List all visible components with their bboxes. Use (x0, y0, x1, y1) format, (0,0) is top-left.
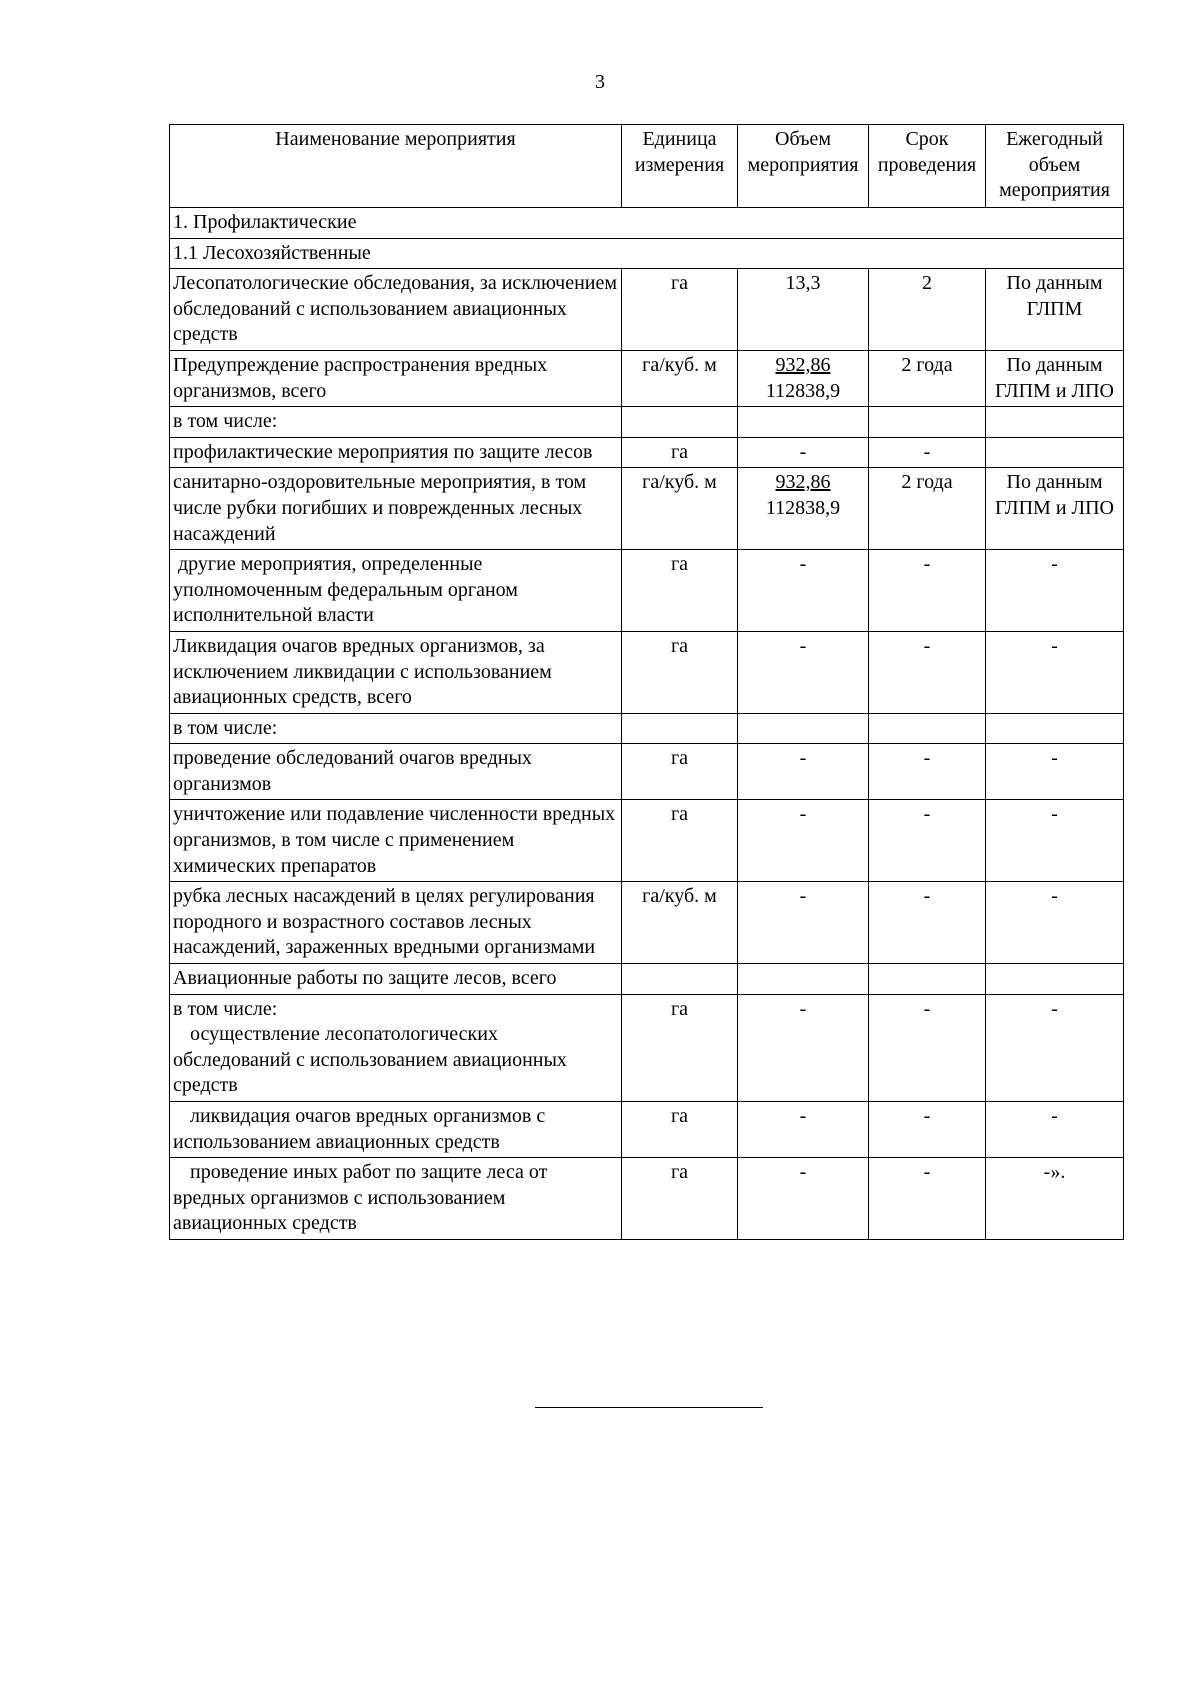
row-annual: - (986, 550, 1124, 632)
row-term (869, 407, 986, 438)
row-volume: - (738, 1102, 869, 1158)
table-row (170, 713, 1124, 744)
row-unit: га (622, 1158, 738, 1240)
row-volume (738, 350, 869, 406)
row-name: проведение обследований очагов вредных организмов (170, 744, 622, 800)
row-unit: га (622, 994, 738, 1101)
row-unit (622, 407, 738, 438)
row-annual: -». (986, 1158, 1124, 1240)
row-term: - (869, 800, 986, 882)
table-row (170, 468, 1124, 550)
row-unit: га (622, 631, 738, 713)
row-annual: По данным ГЛПМ и ЛПО (986, 468, 1124, 550)
row-name-item: осуществление лесопатологических обследований с использованием авиационных средств (173, 1023, 567, 1097)
row-volume-area: 932,86 (775, 353, 831, 376)
row-term: 2 года (869, 350, 986, 406)
header-volume: Объем мероприятия (738, 125, 869, 208)
row-term: - (869, 631, 986, 713)
row-volume-cubic: 112838,9 (765, 379, 841, 402)
row-name: рубка лесных насаждений в целях регулирования породного и возрастного составов лесных насаждений, зараженных вредными организмами (170, 882, 622, 964)
row-volume-area: 932,86 (775, 471, 831, 494)
row-annual: - (986, 882, 1124, 964)
row-name: Лесопатологические обследования, за исключением обследований с использованием авиационных средств (170, 269, 622, 351)
row-volume: - (738, 882, 869, 964)
subsection-row (170, 238, 1124, 269)
header-unit: Единица измерения (622, 125, 738, 208)
row-volume (738, 468, 869, 550)
row-name: санитарно-оздоровительные мероприятия, в том числе рубки погибших и поврежденных лесных насаждений (170, 468, 622, 550)
header-annual: Ежегодный объем мероприятия (986, 125, 1124, 208)
row-term: - (869, 437, 986, 468)
row-volume: - (738, 994, 869, 1101)
table-row (170, 994, 1124, 1101)
row-name: в том числе: (170, 713, 622, 744)
row-unit: га (622, 269, 738, 351)
row-term: - (869, 994, 986, 1101)
row-term: - (869, 550, 986, 632)
measures-table (169, 124, 1124, 1240)
row-name: Предупреждение распространения вредных организмов, всего (170, 350, 622, 406)
row-unit: га (622, 744, 738, 800)
row-name: Авиационные работы по защите лесов, всего (170, 964, 622, 995)
table-row (170, 350, 1124, 406)
row-term: - (869, 1158, 986, 1240)
row-term: - (869, 744, 986, 800)
row-volume: - (738, 437, 869, 468)
row-unit (622, 713, 738, 744)
row-name: уничтожение или подавление численности вредных организмов, в том числе с применением химических препаратов (170, 800, 622, 882)
row-name: проведение иных работ по защите леса от вредных организмов с использованием авиационных средств (170, 1158, 622, 1240)
page-number: 3 (595, 71, 605, 93)
row-volume (738, 964, 869, 995)
section-title: 1. Профилактические (170, 208, 1124, 239)
table-row (170, 882, 1124, 964)
row-annual (986, 407, 1124, 438)
row-term: - (869, 882, 986, 964)
row-name: другие мероприятия, определенные уполномоченным федеральным органом исполнительной власти (170, 550, 622, 632)
table-row (170, 437, 1124, 468)
header-term: Срок проведения (869, 125, 986, 208)
row-unit (622, 964, 738, 995)
row-unit: га/куб. м (622, 882, 738, 964)
row-unit: га (622, 1102, 738, 1158)
row-annual (986, 964, 1124, 995)
row-volume: - (738, 631, 869, 713)
row-annual: - (986, 744, 1124, 800)
table-row (170, 631, 1124, 713)
row-term (869, 964, 986, 995)
row-annual: - (986, 1102, 1124, 1158)
row-term: - (869, 1102, 986, 1158)
row-annual: - (986, 800, 1124, 882)
row-volume: - (738, 550, 869, 632)
row-term (869, 713, 986, 744)
table-row (170, 269, 1124, 351)
row-unit: га (622, 800, 738, 882)
row-volume (738, 407, 869, 438)
row-volume: - (738, 1158, 869, 1240)
table-row (170, 1158, 1124, 1240)
row-unit: га (622, 437, 738, 468)
row-term: 2 (869, 269, 986, 351)
row-volume: - (738, 800, 869, 882)
row-name: Ликвидация очагов вредных организмов, за исключением ликвидации с использованием авиационных средств, всего (170, 631, 622, 713)
row-unit: га/куб. м (622, 350, 738, 406)
table-header-row (170, 125, 1124, 208)
table-row (170, 1102, 1124, 1158)
row-volume (738, 713, 869, 744)
table-row (170, 407, 1124, 438)
row-unit: га/куб. м (622, 468, 738, 550)
header-name: Наименование мероприятия (170, 125, 622, 208)
subsection-title: 1.1 Лесохозяйственные (170, 238, 1124, 269)
row-name: ликвидация очагов вредных организмов с использованием авиационных средств (170, 1102, 622, 1158)
measures-table-wrapper (169, 124, 1123, 1240)
table-row (170, 744, 1124, 800)
section-row (170, 208, 1124, 239)
row-name: в том числе: (170, 407, 622, 438)
row-name: профилактические мероприятия по защите лесов (170, 437, 622, 468)
row-annual: - (986, 994, 1124, 1101)
row-volume: 13,3 (738, 269, 869, 351)
table-row (170, 800, 1124, 882)
row-term: 2 года (869, 468, 986, 550)
row-unit: га (622, 550, 738, 632)
table-row (170, 964, 1124, 995)
row-annual (986, 713, 1124, 744)
row-volume-cubic: 112838,9 (765, 496, 841, 519)
row-annual: По данным ГЛПМ (986, 269, 1124, 351)
closing-rule (535, 1407, 763, 1408)
row-annual: По данным ГЛПМ и ЛПО (986, 350, 1124, 406)
row-name (170, 994, 622, 1101)
row-annual (986, 437, 1124, 468)
row-name-lead: в том числе: (173, 997, 278, 1020)
row-annual: - (986, 631, 1124, 713)
table-row (170, 550, 1124, 632)
row-volume: - (738, 744, 869, 800)
